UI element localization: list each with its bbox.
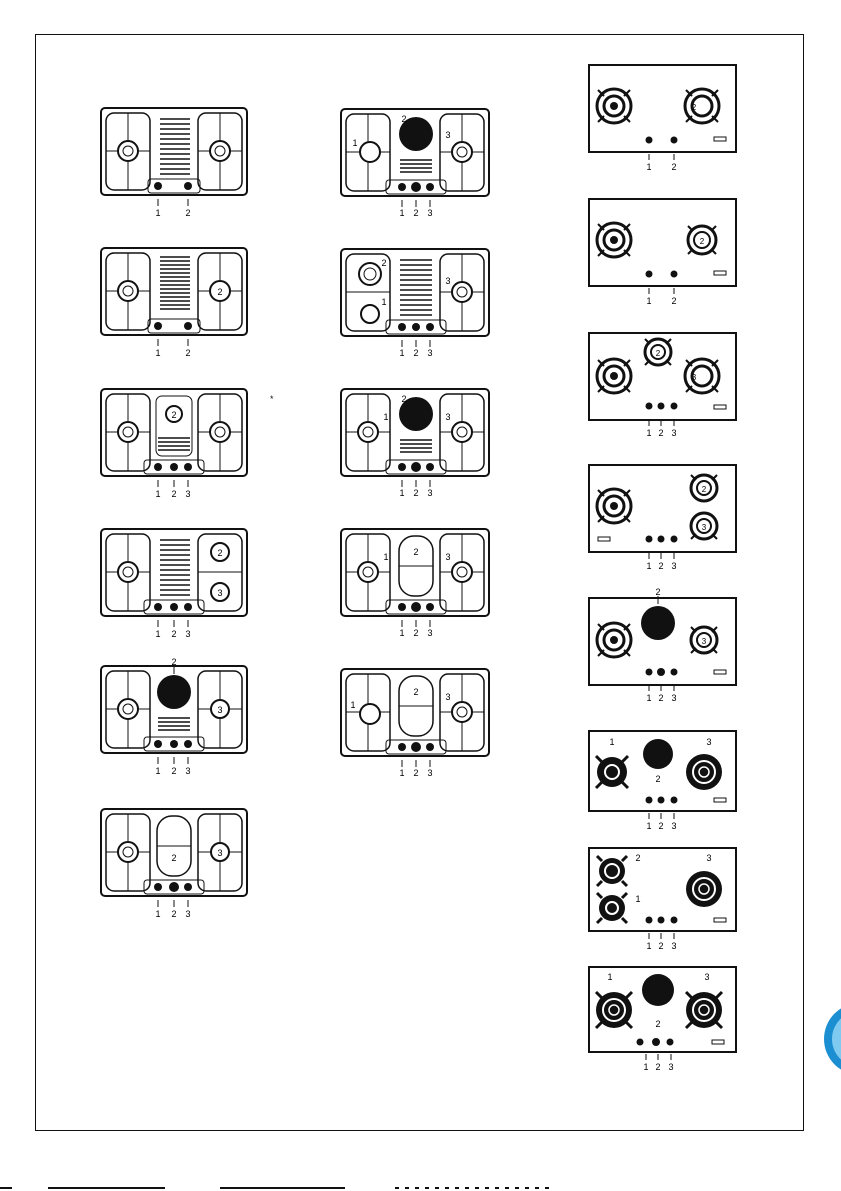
burner-label: 3 <box>701 523 707 532</box>
knob-label: 3 <box>185 489 191 499</box>
knob-label: 1 <box>155 629 161 639</box>
hob-B2 <box>340 248 492 360</box>
knob-label: 2 <box>413 628 419 638</box>
brand-badge-icon <box>820 1002 841 1076</box>
knob-label: 2 <box>658 821 664 831</box>
hob-C6 <box>588 730 738 835</box>
burner-label: 1 <box>350 700 356 710</box>
burner-label: 2 <box>381 258 387 268</box>
knob-label: 3 <box>185 766 191 776</box>
burner-label: 2 <box>655 349 661 358</box>
knob-label: 3 <box>671 428 677 438</box>
burner-label: 3 <box>445 276 451 286</box>
knob-label: 1 <box>646 162 652 172</box>
burner-label: 3 <box>445 552 451 562</box>
knob-label: 1 <box>155 348 161 358</box>
burner-label: 3 <box>706 737 712 747</box>
burner-label: 2 <box>401 394 407 404</box>
knob-label: 1 <box>155 489 161 499</box>
hob-C2 <box>588 198 738 308</box>
burner-label: 2 <box>217 287 223 297</box>
hob-A2 <box>100 247 250 360</box>
burner-label: 3 <box>706 853 712 863</box>
knob-label: 2 <box>185 348 191 358</box>
burner-label: 2 <box>655 774 661 784</box>
hob-C1 <box>588 64 738 174</box>
knob-label: 3 <box>668 1062 674 1072</box>
knob-label: 1 <box>646 296 652 306</box>
knob-label: 1 <box>399 628 405 638</box>
burner-label: 2 <box>655 587 661 597</box>
knob-label: 3 <box>427 208 433 218</box>
hob-A5 <box>100 656 250 778</box>
knob-label: 2 <box>658 561 664 571</box>
hob-C4 <box>588 464 738 574</box>
knob-label: 2 <box>413 348 419 358</box>
knob-label: 1 <box>399 488 405 498</box>
knob-label: 2 <box>413 488 419 498</box>
knob-label: 2 <box>658 941 664 951</box>
hob-A4 <box>100 528 250 641</box>
burner-label: 3 <box>217 588 223 598</box>
knob-label: 2 <box>171 766 177 776</box>
knob-label: 2 <box>655 1062 661 1072</box>
burner-label: 3 <box>445 130 451 140</box>
burner-label: 2 <box>171 410 177 420</box>
knob-label: 1 <box>646 821 652 831</box>
knob-label: 2 <box>658 428 664 438</box>
hob-B3 <box>340 388 492 500</box>
hob-B5 <box>340 668 492 780</box>
knob-label: 2 <box>171 489 177 499</box>
knob-label: 1 <box>155 766 161 776</box>
burner-label: 2 <box>699 237 705 246</box>
knob-label: 1 <box>399 208 405 218</box>
hob-B4 <box>340 528 492 640</box>
footer-crop-marks <box>0 1186 841 1191</box>
burner-label: 2 <box>635 853 641 863</box>
burner-label: 2 <box>217 548 223 558</box>
knob-label: 3 <box>185 909 191 919</box>
knob-label: 3 <box>671 561 677 571</box>
burner-label: 2 <box>655 1019 661 1029</box>
knob-label: 2 <box>171 629 177 639</box>
knob-label: 2 <box>171 909 177 919</box>
hob-A1 <box>100 107 250 220</box>
knob-label: 3 <box>427 488 433 498</box>
knob-label: 3 <box>427 628 433 638</box>
knob-label: 3 <box>671 693 677 703</box>
burner-label: 3 <box>217 705 223 715</box>
knob-label: 2 <box>413 208 419 218</box>
burner-label: 3 <box>445 692 451 702</box>
knob-label: 1 <box>399 768 405 778</box>
knob-label: 3 <box>427 768 433 778</box>
hob-C8 <box>588 966 738 1072</box>
burner-label: 1 <box>383 412 389 422</box>
knob-label: 3 <box>671 821 677 831</box>
burner-label: 2 <box>171 657 177 667</box>
knob-label: 3 <box>185 629 191 639</box>
knob-label: 1 <box>399 348 405 358</box>
asterisk-mark: * <box>270 394 274 404</box>
knob-label: 3 <box>427 348 433 358</box>
burner-label: 2 <box>413 547 419 557</box>
hob-C5 <box>588 586 738 706</box>
burner-label: 1 <box>381 297 387 307</box>
hob-C7 <box>588 847 738 952</box>
burner-label: 3 <box>701 637 707 646</box>
hob-B1 <box>340 108 492 220</box>
knob-label: 1 <box>646 428 652 438</box>
burner-label: 3 <box>217 848 223 858</box>
burner-label: 3 <box>691 373 697 382</box>
knob-label: 1 <box>646 941 652 951</box>
hob-A3 <box>100 388 250 501</box>
burner-label: 1 <box>607 972 613 982</box>
burner-label: 3 <box>445 412 451 422</box>
knob-label: 1 <box>646 561 652 571</box>
burner-label: 2 <box>171 853 177 863</box>
knob-label: 2 <box>658 693 664 703</box>
knob-label: 3 <box>671 941 677 951</box>
knob-label: 1 <box>643 1062 649 1072</box>
knob-label: 2 <box>185 208 191 218</box>
knob-label: 1 <box>646 693 652 703</box>
knob-label: 2 <box>671 162 677 172</box>
knob-label: 1 <box>155 208 161 218</box>
knob-label: 2 <box>413 768 419 778</box>
burner-label: 2 <box>691 103 697 112</box>
burner-label: 1 <box>609 737 615 747</box>
burner-label: 1 <box>635 894 641 904</box>
burner-label: 1 <box>352 138 358 148</box>
burner-label: 1 <box>383 552 389 562</box>
knob-label: 2 <box>671 296 677 306</box>
burner-label: 2 <box>413 687 419 697</box>
burner-label: 2 <box>401 114 407 124</box>
hob-A6 <box>100 808 250 921</box>
knob-label: 1 <box>155 909 161 919</box>
burner-label: 3 <box>704 972 710 982</box>
hob-C3 <box>588 332 738 442</box>
burner-label: 2 <box>701 485 707 494</box>
